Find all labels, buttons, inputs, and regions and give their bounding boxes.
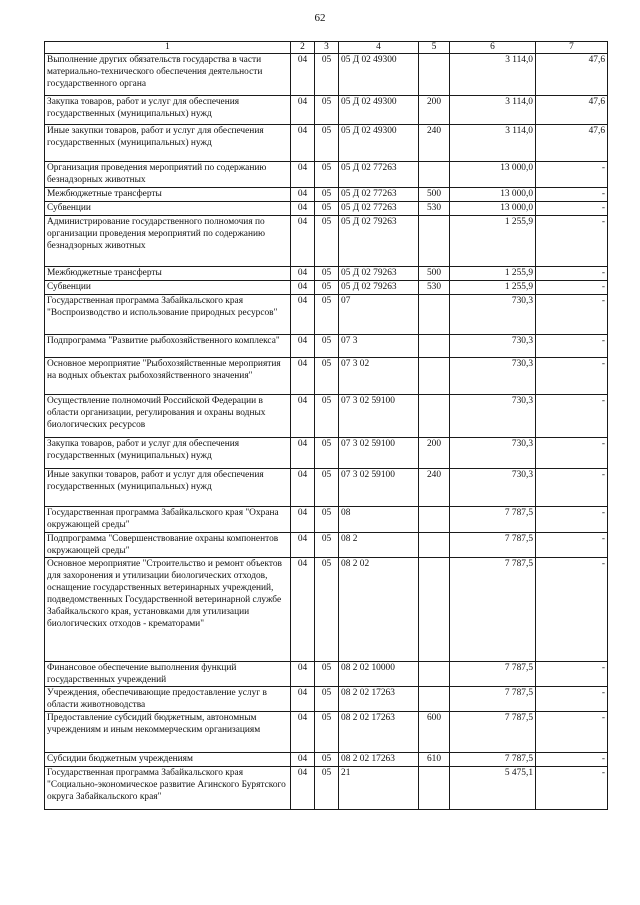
subsection-code: 05 (315, 469, 339, 507)
table-row (45, 438, 608, 469)
table-row (45, 96, 608, 125)
share-value: - (536, 558, 608, 662)
expense-type-code: 200 (419, 96, 450, 125)
budget-item-name: Администрирование государственного полномочия по организации проведения мероприятий по содержанию безнадзорных животных (45, 216, 291, 267)
table-row (45, 188, 608, 202)
column-header: 2 (291, 42, 315, 54)
section-code: 04 (291, 662, 315, 687)
expense-type-code: 240 (419, 125, 450, 162)
budget-item-name: Основное мероприятие "Строительство и ремонт объектов для захоронения и утилизации биологических отходов, оснащение государственных ветеринарных учреждений, подведомственных Государственной ветеринарной службе Забайкальского края, установками для утилизации биологических отходов - крематорами" (45, 558, 291, 662)
section-code: 04 (291, 125, 315, 162)
table-row (45, 54, 608, 96)
amount-value: 7 787,5 (450, 558, 536, 662)
table-row (45, 662, 608, 687)
expense-type-code (419, 335, 450, 358)
share-value: - (536, 662, 608, 687)
budget-item-name: Предоставление субсидий бюджетным, автономным учреждениям и иным некоммерческим организациям (45, 712, 291, 753)
amount-value: 13 000,0 (450, 188, 536, 202)
budget-item-name: Подпрограмма "Развитие рыбохозяйственного комплекса" (45, 335, 291, 358)
amount-value: 3 114,0 (450, 125, 536, 162)
target-article-code: 07 3 02 59100 (339, 438, 419, 469)
budget-item-name: Государственная программа Забайкальского края "Охрана окружающей среды" (45, 507, 291, 533)
subsection-code: 05 (315, 295, 339, 335)
section-code: 04 (291, 216, 315, 267)
expense-type-code: 530 (419, 202, 450, 216)
subsection-code: 05 (315, 533, 339, 558)
amount-value: 730,3 (450, 335, 536, 358)
share-value: - (536, 507, 608, 533)
column-header: 5 (419, 42, 450, 54)
subsection-code: 05 (315, 358, 339, 395)
target-article-code: 08 2 (339, 533, 419, 558)
table-row (45, 125, 608, 162)
target-article-code: 08 2 02 17263 (339, 687, 419, 712)
subsection-code: 05 (315, 188, 339, 202)
target-article-code: 05 Д 02 49300 (339, 96, 419, 125)
target-article-code: 05 Д 02 79263 (339, 267, 419, 281)
section-code: 04 (291, 558, 315, 662)
expense-type-code (419, 395, 450, 438)
column-header: 3 (315, 42, 339, 54)
budget-item-name: Подпрограмма "Совершенствование охраны компонентов окружающей среды" (45, 533, 291, 558)
share-value: 47,6 (536, 54, 608, 96)
target-article-code: 07 3 02 59100 (339, 395, 419, 438)
budget-item-name: Основное мероприятие "Рыбохозяйственные мероприятия на водных объектах рыбохозяйственного значения" (45, 358, 291, 395)
table-row (45, 469, 608, 507)
target-article-code: 05 Д 02 79263 (339, 281, 419, 295)
share-value: - (536, 712, 608, 753)
page-number: 62 (314, 12, 326, 24)
expense-type-code: 240 (419, 469, 450, 507)
amount-value: 7 787,5 (450, 712, 536, 753)
subsection-code: 05 (315, 96, 339, 125)
share-value: - (536, 188, 608, 202)
amount-value: 13 000,0 (450, 162, 536, 188)
table-row (45, 395, 608, 438)
amount-value: 3 114,0 (450, 96, 536, 125)
share-value: - (536, 295, 608, 335)
section-code: 04 (291, 507, 315, 533)
target-article-code: 05 Д 02 79263 (339, 216, 419, 267)
target-article-code: 07 3 02 (339, 358, 419, 395)
share-value: - (536, 335, 608, 358)
budget-item-name: Организация проведения мероприятий по содержанию безнадзорных животных (45, 162, 291, 188)
subsection-code: 05 (315, 54, 339, 96)
section-code: 04 (291, 687, 315, 712)
column-header: 4 (339, 42, 419, 54)
section-code: 04 (291, 54, 315, 96)
subsection-code: 05 (315, 558, 339, 662)
table-row (45, 162, 608, 188)
target-article-code: 05 Д 02 77263 (339, 188, 419, 202)
section-code: 04 (291, 469, 315, 507)
expense-type-code (419, 54, 450, 96)
expense-type-code (419, 358, 450, 395)
section-code: 04 (291, 335, 315, 358)
table-header-row (45, 42, 608, 54)
expense-type-code: 530 (419, 281, 450, 295)
subsection-code: 05 (315, 687, 339, 712)
section-code: 04 (291, 358, 315, 395)
column-header: 1 (45, 42, 291, 54)
section-code: 04 (291, 438, 315, 469)
target-article-code: 08 2 02 17263 (339, 712, 419, 753)
amount-value: 5 475,1 (450, 767, 536, 810)
budget-table (44, 41, 608, 810)
amount-value: 730,3 (450, 295, 536, 335)
subsection-code: 05 (315, 438, 339, 469)
budget-item-name: Выполнение других обязательств государства в части материально-технического обеспечения деятельности государственного органа (45, 54, 291, 96)
amount-value: 730,3 (450, 438, 536, 469)
table-row (45, 687, 608, 712)
target-article-code: 05 Д 02 77263 (339, 162, 419, 188)
section-code: 04 (291, 753, 315, 767)
section-code: 04 (291, 395, 315, 438)
target-article-code: 08 2 02 10000 (339, 662, 419, 687)
subsection-code: 05 (315, 395, 339, 438)
section-code: 04 (291, 712, 315, 753)
amount-value: 7 787,5 (450, 753, 536, 767)
share-value: - (536, 767, 608, 810)
share-value: 47,6 (536, 96, 608, 125)
target-article-code: 21 (339, 767, 419, 810)
budget-item-name: Субсидии бюджетным учреждениям (45, 753, 291, 767)
expense-type-code (419, 558, 450, 662)
table-row (45, 507, 608, 533)
table-row (45, 216, 608, 267)
section-code: 04 (291, 162, 315, 188)
table-row (45, 267, 608, 281)
share-value: 47,6 (536, 125, 608, 162)
target-article-code: 08 2 02 17263 (339, 753, 419, 767)
table-row (45, 281, 608, 295)
section-code: 04 (291, 96, 315, 125)
budget-item-name: Межбюджетные трансферты (45, 188, 291, 202)
budget-item-name: Субвенции (45, 281, 291, 295)
expense-type-code (419, 216, 450, 267)
table-row (45, 767, 608, 810)
share-value: - (536, 753, 608, 767)
share-value: - (536, 162, 608, 188)
share-value: - (536, 281, 608, 295)
subsection-code: 05 (315, 662, 339, 687)
amount-value: 13 000,0 (450, 202, 536, 216)
subsection-code: 05 (315, 507, 339, 533)
table-row (45, 358, 608, 395)
share-value: - (536, 395, 608, 438)
section-code: 04 (291, 767, 315, 810)
subsection-code: 05 (315, 202, 339, 216)
budget-item-name: Иные закупки товаров, работ и услуг для обеспечения государственных (муниципальных) нужд (45, 125, 291, 162)
expense-type-code (419, 533, 450, 558)
amount-value: 730,3 (450, 395, 536, 438)
subsection-code: 05 (315, 767, 339, 810)
section-code: 04 (291, 267, 315, 281)
target-article-code: 07 3 02 59100 (339, 469, 419, 507)
share-value: - (536, 267, 608, 281)
target-article-code: 08 (339, 507, 419, 533)
expense-type-code: 200 (419, 438, 450, 469)
amount-value: 7 787,5 (450, 533, 536, 558)
expense-type-code (419, 507, 450, 533)
budget-item-name: Межбюджетные трансферты (45, 267, 291, 281)
share-value: - (536, 438, 608, 469)
budget-item-name: Субвенции (45, 202, 291, 216)
budget-item-name: Учреждения, обеспечивающие предоставление услуг в области животноводства (45, 687, 291, 712)
expense-type-code: 610 (419, 753, 450, 767)
amount-value: 1 255,9 (450, 267, 536, 281)
expense-type-code (419, 662, 450, 687)
table-row (45, 753, 608, 767)
subsection-code: 05 (315, 162, 339, 188)
target-article-code: 05 Д 02 49300 (339, 54, 419, 96)
share-value: - (536, 687, 608, 712)
amount-value: 3 114,0 (450, 54, 536, 96)
subsection-code: 05 (315, 753, 339, 767)
section-code: 04 (291, 295, 315, 335)
budget-item-name: Финансовое обеспечение выполнения функций государственных учреждений (45, 662, 291, 687)
share-value: - (536, 358, 608, 395)
budget-item-name: Закупка товаров, работ и услуг для обеспечения государственных (муниципальных) нужд (45, 438, 291, 469)
amount-value: 1 255,9 (450, 216, 536, 267)
amount-value: 730,3 (450, 358, 536, 395)
table-row (45, 533, 608, 558)
expense-type-code: 500 (419, 267, 450, 281)
section-code: 04 (291, 188, 315, 202)
budget-item-name: Закупка товаров, работ и услуг для обеспечения государственных (муниципальных) нужд (45, 96, 291, 125)
expense-type-code: 600 (419, 712, 450, 753)
subsection-code: 05 (315, 267, 339, 281)
budget-item-name: Осуществление полномочий Российской Федерации в области организации, регулирования и охраны водных биологических ресурсов (45, 395, 291, 438)
amount-value: 7 787,5 (450, 662, 536, 687)
share-value: - (536, 533, 608, 558)
table-row (45, 335, 608, 358)
subsection-code: 05 (315, 281, 339, 295)
expense-type-code (419, 295, 450, 335)
expense-type-code (419, 162, 450, 188)
expense-type-code: 500 (419, 188, 450, 202)
target-article-code: 05 Д 02 77263 (339, 202, 419, 216)
share-value: - (536, 202, 608, 216)
section-code: 04 (291, 281, 315, 295)
table-row (45, 712, 608, 753)
share-value: - (536, 216, 608, 267)
subsection-code: 05 (315, 712, 339, 753)
target-article-code: 05 Д 02 49300 (339, 125, 419, 162)
section-code: 04 (291, 202, 315, 216)
amount-value: 7 787,5 (450, 687, 536, 712)
amount-value: 7 787,5 (450, 507, 536, 533)
share-value: - (536, 469, 608, 507)
column-header: 7 (536, 42, 608, 54)
table-row (45, 202, 608, 216)
subsection-code: 05 (315, 125, 339, 162)
budget-item-name: Государственная программа Забайкальского края "Воспроизводство и использование природных ресурсов" (45, 295, 291, 335)
table-row (45, 295, 608, 335)
subsection-code: 05 (315, 216, 339, 267)
amount-value: 730,3 (450, 469, 536, 507)
expense-type-code (419, 767, 450, 810)
section-code: 04 (291, 533, 315, 558)
column-header: 6 (450, 42, 536, 54)
table-body (45, 54, 608, 810)
table-row (45, 558, 608, 662)
budget-item-name: Государственная программа Забайкальского края "Социально-экономическое развитие Агинского Бурятского округа Забайкальского края" (45, 767, 291, 810)
amount-value: 1 255,9 (450, 281, 536, 295)
subsection-code: 05 (315, 335, 339, 358)
target-article-code: 08 2 02 (339, 558, 419, 662)
budget-item-name: Иные закупки товаров, работ и услуг для обеспечения государственных (муниципальных) нужд (45, 469, 291, 507)
expense-type-code (419, 687, 450, 712)
target-article-code: 07 3 (339, 335, 419, 358)
target-article-code: 07 (339, 295, 419, 335)
